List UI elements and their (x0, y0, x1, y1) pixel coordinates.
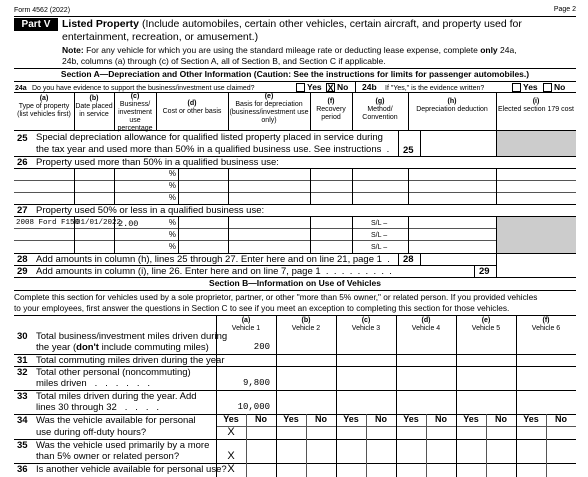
line-24a-yes-label: Yes (307, 82, 322, 92)
note-only: only (480, 45, 498, 55)
line-28-amount-field[interactable] (421, 254, 496, 265)
line-36-number: 36 (17, 464, 28, 475)
line-28-box-label: 28 (403, 254, 414, 265)
line-34-v2-yes: Yes (283, 414, 299, 424)
line-24b-no-checkbox[interactable] (543, 83, 552, 92)
line-33-text-1: Total miles driven during the year. Add (36, 391, 197, 402)
line-25-box-left (398, 130, 399, 156)
line-29-text: Add amounts in column (i), line 26. Enter here and on line 7, page 1 . . . . . . . . . (36, 266, 392, 277)
line-32-vehicle-1[interactable]: 9,800 (242, 378, 270, 388)
line-27-header-rule (14, 216, 576, 217)
vehicle-2-header: (b) Vehicle 2 (291, 317, 321, 332)
line-34-v6-yes: Yes (523, 414, 539, 424)
grid-v-e-27 (228, 216, 229, 253)
col-d-header: (d) Cost or other basis (162, 100, 222, 115)
line-26-row-1-pct: % (168, 169, 176, 178)
part-note-line-1 (62, 45, 517, 56)
line-27-row-rule-2 (14, 240, 576, 241)
vehicle-5-header: (e) Vehicle 5 (471, 317, 501, 332)
grid-v-yn-5 (486, 414, 487, 477)
line-24b-no-label: No (554, 82, 566, 92)
line-33-vehicle-1[interactable]: 10,000 (237, 402, 270, 412)
line-32-text-1: Total other personal (noncommuting) (36, 367, 191, 378)
line-24b-text: If "Yes," is the evidence written? (385, 85, 485, 92)
grid-v-d-26 (178, 168, 179, 204)
vehicle-3-header: (c) Vehicle 3 (351, 317, 381, 332)
line-28-text: Add amounts in column (h), lines 25 through 27. Enter here and on line 21, page 1 . (36, 254, 390, 265)
line-34-v1-yes-mark[interactable]: X (227, 426, 235, 438)
grid-v-e-26 (228, 168, 229, 204)
line-32-text-2: miles driven . . . . . . (36, 378, 151, 389)
vehicle-4-header: (d) Vehicle 4 (411, 317, 441, 332)
grid-v-g-26 (352, 168, 353, 204)
grid-v-h-27 (408, 216, 409, 253)
line-24a-text: Do you have evidence to support the business/investment use claimed? (32, 85, 255, 92)
part-title: Listed Property (62, 18, 140, 30)
line-25-col-i-left (496, 130, 497, 156)
grid-v-g-27 (352, 216, 353, 253)
grid-v-b-hdr (74, 92, 75, 130)
line-34-v3-yes: Yes (343, 414, 359, 424)
line-28-number: 28 (17, 254, 28, 265)
note-text-1: For any vehicle for which you are using the standard mileage rate or deducting lease expense, complete (86, 45, 478, 55)
section-a-title: Section A—Depreciation and Other Information (Caution: See the instructions for limits for passenger automobiles.) (60, 69, 530, 79)
line-30-text-2: the year (don't include commuting miles) (36, 342, 209, 353)
line-24a-no-checkbox[interactable]: X (327, 83, 334, 93)
note-label: Note: (62, 45, 84, 55)
grid-v-c-27 (114, 216, 115, 253)
line-26-row-rule-1 (14, 180, 576, 181)
grid-v-h-26 (408, 168, 409, 204)
line-24b-yes-checkbox[interactable] (512, 83, 521, 92)
line-27-row-3-sl: S/L – (371, 244, 388, 251)
col-h-header: (h) Depreciation deduction (416, 98, 488, 113)
line-24-divider (355, 81, 356, 92)
header-rule (14, 16, 576, 17)
grid-v-i-26 (496, 168, 497, 204)
line-32-number: 32 (17, 367, 28, 378)
vehicle-1-header: (a) Vehicle 1 (231, 317, 261, 332)
line-34-v6-no: No (555, 414, 567, 424)
grid-v-d-hdr (156, 92, 157, 130)
line-25-amount-field[interactable] (421, 131, 496, 156)
col-e-header: (e) Basis for depreciation (business/investment use only) (229, 93, 309, 124)
grid-v-yn-6 (546, 414, 547, 477)
line-29-number: 29 (17, 266, 28, 277)
line-25-text-1: Special depreciation allowance for qualified listed property placed in service during (36, 132, 383, 143)
line-24a-label: 24a (15, 85, 27, 92)
grid-v-yn-1 (246, 414, 247, 477)
grid-v-g-hdr (352, 92, 353, 130)
sec-a-title-rule (14, 81, 576, 82)
line-29-box-left (474, 265, 475, 277)
line-35-v1-yes-mark[interactable]: X (227, 450, 235, 462)
col-f-header: (f) Recovery period (316, 98, 346, 121)
sec-b-intro-rule (14, 315, 576, 316)
line-24b-label: 24b (362, 82, 377, 92)
section-b-intro-1: Complete this section for vehicles used by a sole proprietor, partner, or other "more than 5% owner," or related person. If you provided vehicles (14, 292, 538, 302)
grid-v-c-hdr (114, 92, 115, 130)
line-27-row-1-date[interactable]: 01/01/2022 (76, 219, 122, 227)
line-27-number: 27 (17, 205, 28, 216)
line-34-v3-no: No (375, 414, 387, 424)
line-34-v1-yes: Yes (223, 414, 239, 424)
line-35-number: 35 (17, 440, 28, 451)
line-27-row-1-pct: % (168, 218, 176, 227)
line-26-text: Property used more than 50% in a qualified business use: (36, 157, 279, 168)
grid-v-yn-3 (366, 414, 367, 477)
line-34-v4-yes: Yes (403, 414, 419, 424)
grid-v-veh-5 (456, 315, 457, 477)
page-number: Page 2 (553, 6, 576, 13)
grid-v-d-27 (178, 216, 179, 253)
section-b-intro-2: to your employees, first answer the questions in Section C to see if you meet an exception to completing this section for those vehicles. (14, 303, 510, 313)
line-34-number: 34 (17, 415, 28, 426)
line-34-text-1: Was the vehicle available for personal (36, 415, 196, 426)
line-33-text-2: lines 30 through 32 . . . . (36, 402, 160, 413)
line-30-vehicle-1[interactable]: 200 (253, 342, 270, 352)
sec-b-title-rule (14, 290, 576, 291)
line-27-row-1-pct-value[interactable]: 2.00 (118, 219, 139, 229)
grid-v-veh-6 (516, 315, 517, 477)
col-i-header: (i) Elected section 179 cost (498, 98, 574, 113)
line-27-row-2-pct: % (168, 230, 176, 239)
part-desc-2: entertainment, recreation, or amusement.) (62, 31, 259, 43)
grid-v-f-hdr (310, 92, 311, 130)
line-36-v1-yes-mark[interactable]: X (227, 463, 235, 475)
line-26-header-rule (14, 168, 576, 169)
line-25-number: 25 (17, 133, 28, 144)
line-34-v5-yes: Yes (463, 414, 479, 424)
form-id: Form 4562 (2022) (14, 7, 71, 14)
grid-v-i-27 (496, 216, 497, 253)
line-24a-yes-checkbox[interactable] (296, 83, 305, 92)
grid-v-yn-4 (426, 414, 427, 477)
vehicle-6-header: (f) Vehicle 6 (531, 317, 561, 332)
grid-v-veh-4 (396, 315, 397, 477)
part-label: Part V (14, 18, 58, 31)
line-25-box-label: 25 (403, 145, 414, 156)
line-27-text: Property used 50% or less in a qualified business use: (36, 205, 265, 216)
grid-v-veh-3 (336, 315, 337, 477)
line-25-text-2: the tax year and used more than 50% in a qualified business use. See instructions . (36, 144, 390, 155)
grid-v-yn-2 (306, 414, 307, 477)
grid-v-veh-2 (276, 315, 277, 477)
line-27-row-1-type[interactable]: 2008 Ford F150 (16, 219, 80, 227)
line-29-amount-field[interactable] (497, 266, 576, 277)
line-31-text: Total commuting miles driven during the year (36, 355, 225, 366)
line-24a-no-label: No (337, 82, 349, 92)
line-26-number: 26 (17, 157, 28, 168)
line-27-col-i-shaded (497, 217, 576, 253)
grid-v-c-26 (114, 168, 115, 204)
line-24b-yes-label: Yes (523, 82, 538, 92)
col-g-header: (g) Method/ Convention (362, 98, 398, 121)
grid-v-h-hdr (408, 92, 409, 130)
col-b-header: (b) Date placed in service (75, 95, 113, 118)
line-35-text-2: than 5% owner or related person? (36, 451, 180, 462)
part-desc: (Include automobiles, certain other vehicles, certain aircraft, and property used for (141, 18, 522, 30)
part-note-line-2: 24b, columns (a) through (c) of Section A, all of Section B, and Section C if applicable. (62, 56, 386, 66)
part-title-line (62, 18, 522, 31)
line-31-number: 31 (17, 355, 28, 366)
line-34-text-2: use during off-duty hours? (36, 427, 147, 438)
note-text-1c: 24a, (500, 45, 517, 55)
line-35-text-1: Was the vehicle used primarily by a more (36, 440, 210, 451)
line-26-row-rule-2 (14, 192, 576, 193)
line-30-text-1: Total business/investment miles driven during (36, 331, 228, 342)
line-33-number: 33 (17, 391, 28, 402)
line-36-text: Is another vehicle available for personal use? (36, 464, 227, 475)
line-34-v4-no: No (435, 414, 447, 424)
line-29-box-label: 29 (479, 266, 490, 277)
line-27-row-2-sl: S/L – (371, 232, 388, 239)
col-a-header: (a) Type of property (list vehicles first) (17, 95, 71, 118)
line-34-v2-no: No (315, 414, 327, 424)
grid-v-b-26 (74, 168, 75, 204)
line-27-row-rule-1 (14, 228, 576, 229)
col-c-header: (c) Business/ investment use percentage (117, 93, 153, 132)
grid-v-f-27 (310, 216, 311, 253)
line-28-box-left (398, 253, 399, 265)
grid-v-e-hdr (228, 92, 229, 130)
grid-v-b-27 (74, 216, 75, 253)
line-34-v5-no: No (495, 414, 507, 424)
line-27-row-1-sl: S/L – (371, 220, 388, 227)
line-26-row-2-pct: % (168, 181, 176, 190)
line-27-row-3-pct: % (168, 242, 176, 251)
line-34-v1-no: No (255, 414, 267, 424)
line-25-col-i-shaded (497, 131, 576, 156)
line-26-row-3-pct: % (168, 193, 176, 202)
line-30-number: 30 (17, 331, 28, 342)
grid-v-veh-1 (216, 315, 217, 477)
grid-v-i-hdr (496, 92, 497, 130)
grid-v-f-26 (310, 168, 311, 204)
section-b-title: Section B—Information on Use of Vehicles (209, 278, 381, 288)
